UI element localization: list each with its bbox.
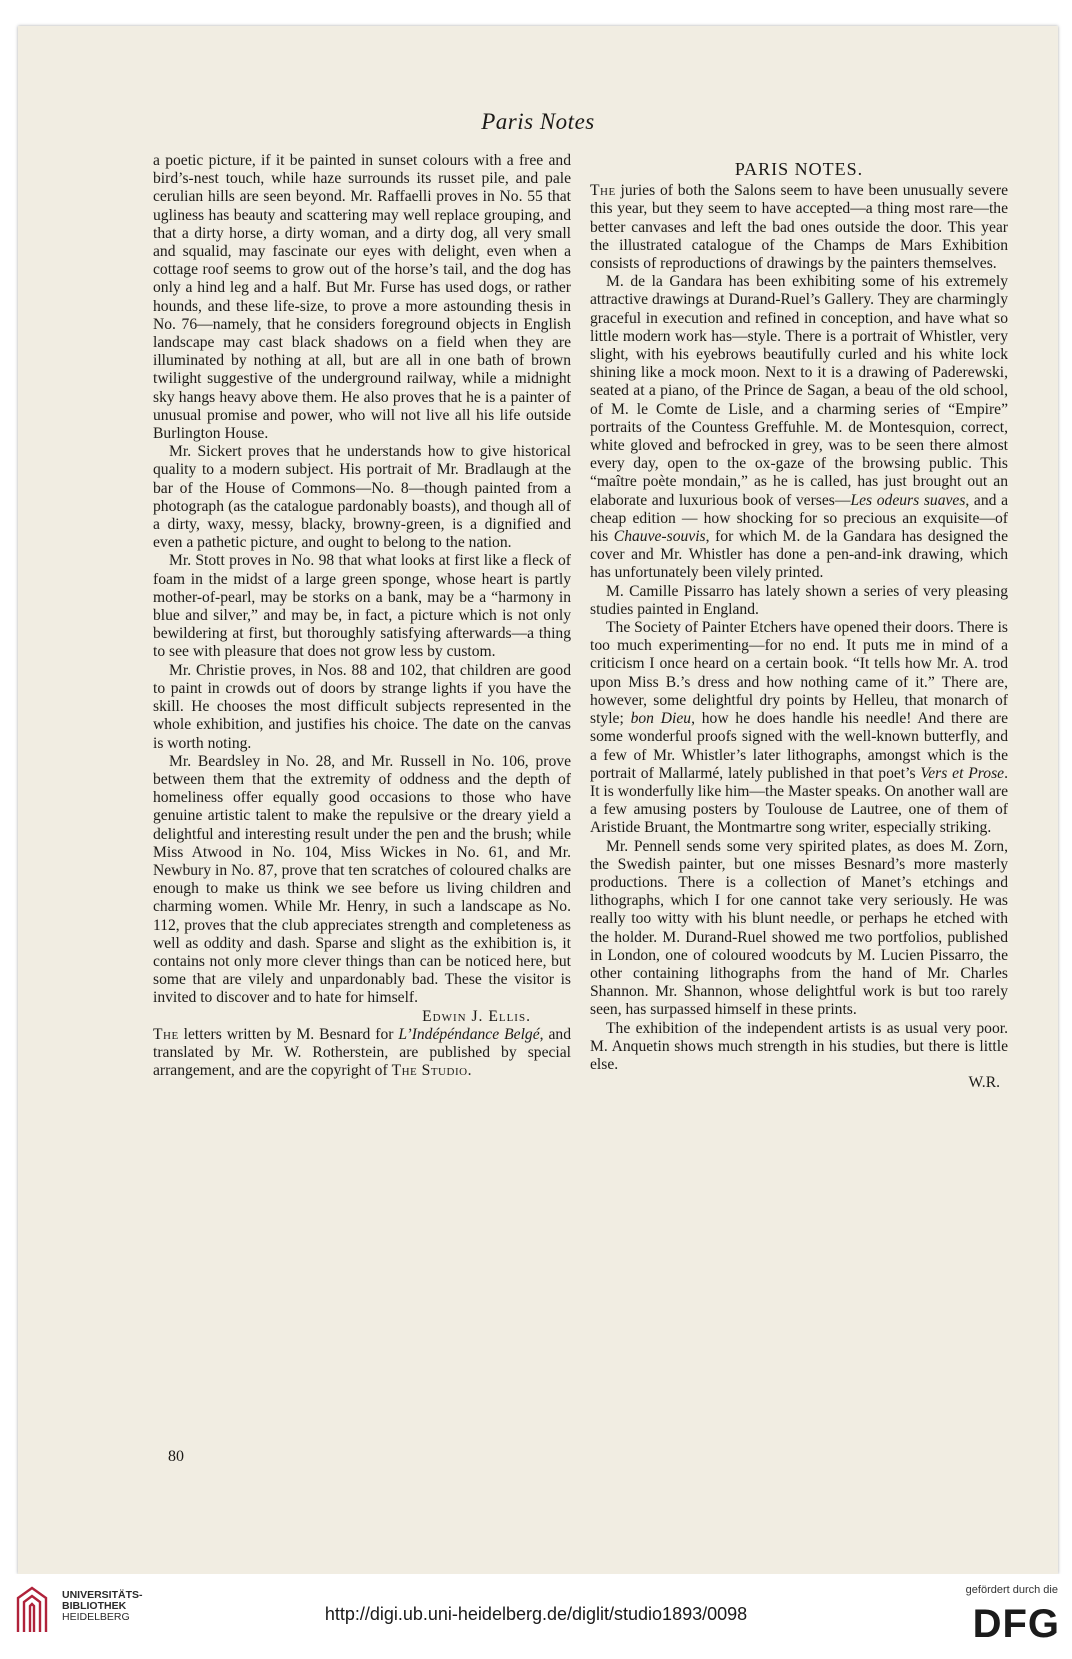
right-signature: W.R.: [968, 1074, 1000, 1092]
right-paragraph-5: Mr. Pennell sends some very spirited plates, as does M. Zorn, the Swedish painter, but one misses Besnard’s more masterly productions. There is a collection of Manet’s etchings and lithographs, which I for one cannot take very seriously. He was really too witty with his blunt needle, or perhaps he etched with the holder. M. Durand-Ruel showed me two portfolios, published in London, one of coloured woodcuts by M. Lucien Pissarro, the other containing lithographs from the hand of Mr. Charles Shannon. Mr. Shannon, whose delightful work is but too rarely seen, has surpassed himself in these prints.: [590, 837, 1008, 1019]
source-url[interactable]: http://digi.ub.uni-heidelberg.de/diglit/studio1893/0098: [324, 1604, 748, 1624]
library-name-line-3: HEIDELBERG: [62, 1611, 130, 1623]
right-p2-italic-2: Chauve-souvis: [613, 528, 706, 546]
right-column: [590, 152, 1008, 1092]
right-p4-text-c: . It is wonderfully like him—the Master speaks. On another wall are a few amusing posters by Toulouse de Lautree, one of them of Aristide Bruant, the Montmartre song writer, especially striking.: [590, 764, 1008, 837]
notice-journal-title: L’Indépéndance Belgé: [398, 1025, 540, 1043]
right-paragraph-6: The exhibition of the independent artists is as usual very poor. M. Anquetin shows much strength in his studies, but there is little else.: [590, 1019, 1008, 1073]
notice-end: .: [467, 1062, 472, 1080]
notice-text-1: letters written by M. Besnard for: [178, 1025, 399, 1043]
left-paragraph-1: a poetic picture, if it be painted in sunset colours with a free and bird’s-nest touch, while haze surrounds its russet pile, and pale cerulian hills are seen beyond. Mr. Raffaelli proves in No. 55 that ugliness has beauty and scattering may well replace grouping, and that a dirty horse, a dirty woman, and a dirty dog, all very small and squalid, may fascinate our eyes with delight, even when a cottage roof seems to grow out of the horse’s tail, and the dog has only a hind leg and a half. But Mr. Furse has used dogs, or rather hounds, and these life-size, to prove a more astounding thesis in No. 76—namely, that he considers foreground objects in English landscape may cast black shadows on a field when they are illuminated by nothing at all, but are all in one bath of brown twilight suggestive of the underground railway, while a midnight sky hangs heavy above them. He also proves that he is a painter of unusual promise and power, who will not live all his life outside Burlington House.: [153, 152, 571, 443]
running-head: Paris Notes: [481, 109, 595, 134]
notice-studio: The Studio: [391, 1062, 468, 1080]
left-signature: Edwin J. Ellis.: [422, 1007, 531, 1025]
left-paragraph-4: Mr. Christie proves, in Nos. 88 and 102, that children are good to paint in crowds out of doors by strange lights if you have the skill. He chooses the most difficult subjects represented in the whole exhibition, and justifies his choice. The date on the canvas is worth noting.: [153, 661, 571, 752]
right-p4-italic-2: Vers et Prose: [920, 764, 1005, 782]
right-paragraph-1: [590, 182, 1008, 273]
right-p2-text-b: , and a cheap edition — how shocking for so precious an exquisite—of his: [590, 491, 1008, 546]
article-title: PARIS NOTES.: [734, 159, 864, 179]
left-paragraph-5: Mr. Beardsley in No. 28, and Mr. Russell in No. 106, prove between them that the extremity of oddness and the depth of homeliness offer equally good occasions to those who have genuine artistic talent to make the repulsive or the dreary yield a delightful and interesting result under the pen and the brush; while Miss Atwood in No. 104, Miss Wickes in No. 61, and Mr. Newbury in No. 87, prove that ten scratches of coloured chalks are enough to make us think we see before us living children and charming women. While Mr. Henry, in such a landscape as No. 112, proves that the club appreciates strength and completeness as well as oddity and dash. Sparse and slight as the exhibition is, it contains not only more clever things than can be noticed here, but some that are vilely and unpardonably bad. These the visitor is invited to discover and to hate for himself.: [153, 752, 571, 1007]
digitization-footer: [0, 1574, 1072, 1659]
right-p2-text-a: M. de la Gandara has been exhibiting some of his extremely attractive drawings at Durand-Ruel’s Gallery. They are charmingly graceful in execution and refined in conception, and have what so little modern work has—style. There is a portrait of Whistler, very slight, with his eyebrows beautifully curled and his white lock shining like a mock moon. Next to it is a drawing of Paderewski, seated at a piano, of the Prince de Sagan, a beau of the old school, of M. le Comte de Lisle, and a charming series of “Empire” portraits of the Countess Greffuhle. M. de Montesquion, correct, white gloved and befrocked in grey, was to be seen there almost every day, open to the ox-gaze of the browsing public. This “maître poète mondain,” as he is called, has just brought out an elaborate and luxurious book of verses—: [590, 273, 1008, 509]
copyright-notice: [153, 1026, 571, 1081]
right-p2-text-c: , for which M. de la Gandara has designed the cover and Mr. Whistler has done a pen-and-ink drawing, which has unfortunately been vilely printed.: [590, 528, 1008, 582]
left-paragraph-2: Mr. Sickert proves that he understands how to give historical quality to a modern subject. His portrait of Mr. Bradlaugh at the bar of the House of Commons—No. 8—though painted from a photograph (as the catalogue pardonably boasts), and though all of a dirty, waxy, messy, blacky, browny-green, is a dignified and even a pathetic picture, and ought to belong to the nation.: [153, 443, 571, 552]
right-paragraph-4: [590, 619, 1008, 837]
library-name-line-1: UNIVERSITÄTS-: [62, 1589, 143, 1601]
right-paragraph-2: [590, 273, 1008, 582]
library-name-line-2: BIBLIOTHEK: [62, 1600, 127, 1612]
scanned-page: [18, 26, 1058, 1574]
notice-text-2: , and translated by Mr. W. Rotherstein, are published by special arrangement, and are the copyright of: [153, 1025, 572, 1080]
dfg-logo: DFG: [972, 1602, 1060, 1646]
page-number: 80: [168, 1448, 184, 1465]
right-p2-italic-1: Les odeurs suaves: [850, 491, 966, 509]
notice-lead: The: [153, 1025, 179, 1043]
left-paragraph-3: Mr. Stott proves in No. 98 that what looks at first like a fleck of foam in the midst of a large green sponge, whose heart is partly mother-of-pearl, may be storks on a bank, may be a “harmony in blue and silver,” and may be, in fact, a picture which is not only bewildering at first, but thoroughly satisfying afterwards—a thing to see with pleasure that does not grow less by custom.: [153, 552, 571, 661]
right-p1-lead: The: [590, 182, 616, 200]
right-p4-text-b: , how he does handle his needle! And there are some wonderful proofs signed with the well-known butterfly, and a few of Mr. Whistler’s later lithographs, amongst which is the portrait of Mallarmé, lately published in that poet’s: [590, 710, 1009, 782]
right-p1-text: juries of both the Salons seem to have been unusually severe this year, but they seem to have accepted—a thing most rare—the better canvases and left the bad ones outside the door. This year the illustrated catalogue of the Champs de Mars Exhibition consists of reproductions of drawings by the painters themselves.: [590, 182, 1008, 273]
right-p4-italic-1: bon Dieu: [630, 710, 692, 728]
right-paragraph-3: M. Camille Pissarro has lately shown a series of very pleasing studies painted in England.: [590, 582, 1008, 618]
funded-by-label: gefördert durch die: [965, 1584, 1058, 1596]
right-p4-text-a: The Society of Painter Etchers have opened their doors. There is too much experimenting—for no end. It puts me in mind of a criticism I once heard on a certain book. “It tells how Mr. A. trod upon Miss B.’s dress and how nothing came of it.” There are, however, some delightful dry points by Helleu, that monarch of style;: [590, 619, 1008, 728]
left-column: [153, 152, 571, 1080]
